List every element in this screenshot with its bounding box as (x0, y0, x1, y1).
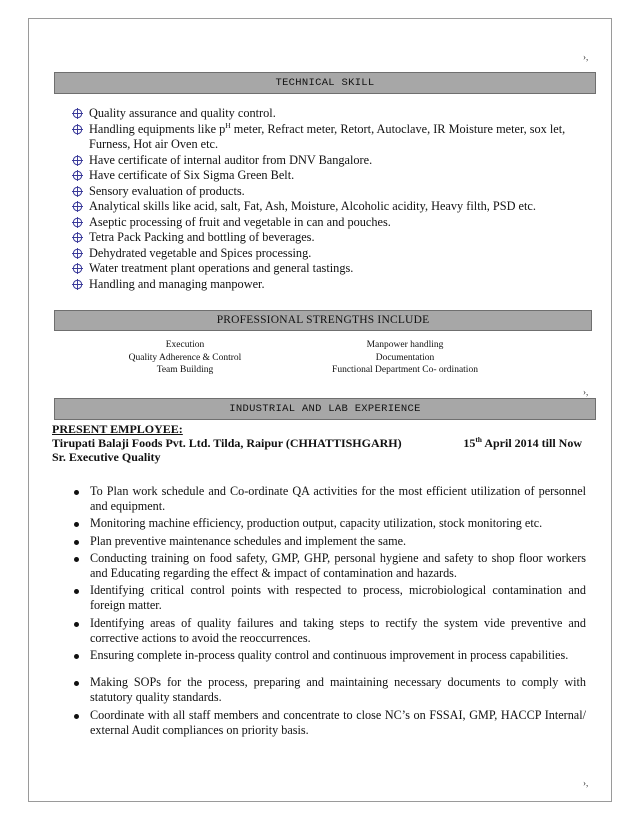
technical-skill-item: Handling equipments like $p^H$ meter, Refract meter, Retort, Autoclave, IR Moisture meter, sox let, Furness, Hot air Oven etc. (72, 122, 602, 153)
employment-date: 15th April 2014 till Now (463, 435, 582, 450)
company-line (52, 436, 592, 450)
technical-skill-item: Have certificate of internal auditor from DNV Bangalore. (72, 153, 602, 169)
duty-item: Conducting training on food safety, GMP, GHP, personal hygiene and safety to shop floor workers and Educating regarding the effect & impact of contamination and hazards. (74, 551, 586, 581)
strengths-left-column (90, 339, 280, 377)
strength-item: Manpower handling (366, 340, 444, 350)
present-employee-label: PRESENT EMPLOYEE: (52, 422, 183, 436)
technical-skill-item: Dehydrated vegetable and Spices processing. (72, 246, 602, 262)
crosshair-bullet-icon (72, 217, 83, 228)
bullet-dot-icon (74, 540, 79, 545)
experience-heading: INDUSTRIAL AND LAB EXPERIENCE (54, 398, 596, 420)
crosshair-bullet-icon (72, 248, 83, 259)
technical-skill-item: Analytical skills like acid, salt, Fat, Ash, Moisture, Alcoholic acidity, Heavy filth, PSD etc. (72, 199, 602, 215)
duty-item: Coordinate with all staff members and concentrate to close NC’s on FSSAI, GMP, HACCP Internal/ external Audit compliances on priority basis. (74, 708, 586, 738)
technical-skill-item: Water treatment plant operations and general tastings. (72, 261, 602, 277)
duty-item: Monitoring machine efficiency, production output, capacity utilization, stock monitoring etc. (74, 516, 586, 531)
duties-list (74, 484, 586, 740)
duty-item: Making SOPs for the process, preparing and maintaining necessary documents to comply with statutory quality standards. (74, 675, 586, 705)
strength-item: Quality Adherence & Control (128, 352, 242, 363)
technical-skill-heading: TECHNICAL SKILL (54, 72, 596, 94)
strength-item: Execution (165, 340, 205, 350)
employment-header (52, 422, 592, 464)
crosshair-bullet-icon (72, 186, 83, 197)
crosshair-bullet-icon (72, 108, 83, 119)
corner-mark: ›, (583, 387, 589, 397)
designation: Sr. Executive Quality (52, 450, 161, 464)
crosshair-bullet-icon (72, 263, 83, 274)
bullet-dot-icon (74, 490, 79, 495)
duty-item: Identifying areas of quality failures and taking steps to rectify the system vide preventive and corrective actions to avoid the reoccurrences. (74, 616, 586, 646)
technical-skill-item: Have certificate of Six Sigma Green Belt. (72, 168, 602, 184)
duty-item: Identifying critical control points with respected to process, microbiological contamination and foreign matter. (74, 583, 586, 613)
corner-mark: ›, (583, 52, 589, 62)
strength-item: Team Building (156, 365, 214, 375)
bullet-dot-icon (74, 654, 79, 659)
crosshair-bullet-icon (72, 201, 83, 212)
crosshair-bullet-icon (72, 170, 83, 181)
technical-skill-item: Handling and managing manpower. (72, 277, 602, 293)
crosshair-bullet-icon (72, 155, 83, 166)
strengths-right-column (300, 339, 510, 377)
bullet-dot-icon (74, 714, 79, 719)
corner-mark: ›, (583, 778, 589, 788)
crosshair-bullet-icon (72, 124, 83, 135)
duty-item: Ensuring complete in-process quality control and continuous improvement in process capabilities. (74, 648, 586, 663)
bullet-dot-icon (74, 522, 79, 527)
bullet-dot-icon (74, 681, 79, 686)
professional-strengths-heading: PROFESSIONAL STRENGTHS INCLUDE (54, 310, 592, 331)
bullet-dot-icon (74, 622, 79, 627)
strength-item: Functional Department Co- ordination (332, 365, 478, 375)
duty-item: Plan preventive maintenance schedules and implement the same. (74, 534, 586, 549)
crosshair-bullet-icon (72, 279, 83, 290)
technical-skill-list (72, 106, 602, 292)
bullet-dot-icon (74, 557, 79, 562)
company-name: Tirupati Balaji Foods Pvt. Ltd. Tilda, Raipur (CHHATTISHGARH) (52, 436, 402, 450)
bullet-dot-icon (74, 589, 79, 594)
strength-item: Documentation (375, 352, 435, 363)
crosshair-bullet-icon (72, 232, 83, 243)
technical-skill-item: Sensory evaluation of products. (72, 184, 602, 200)
duty-item: To Plan work schedule and Co-ordinate QA activities for the most efficient utilization of personnel and equipment. (74, 484, 586, 514)
technical-skill-item: Quality assurance and quality control. (72, 106, 602, 122)
technical-skill-item: Aseptic processing of fruit and vegetable in can and pouches. (72, 215, 602, 231)
technical-skill-item: Tetra Pack Packing and bottling of beverages. (72, 230, 602, 246)
